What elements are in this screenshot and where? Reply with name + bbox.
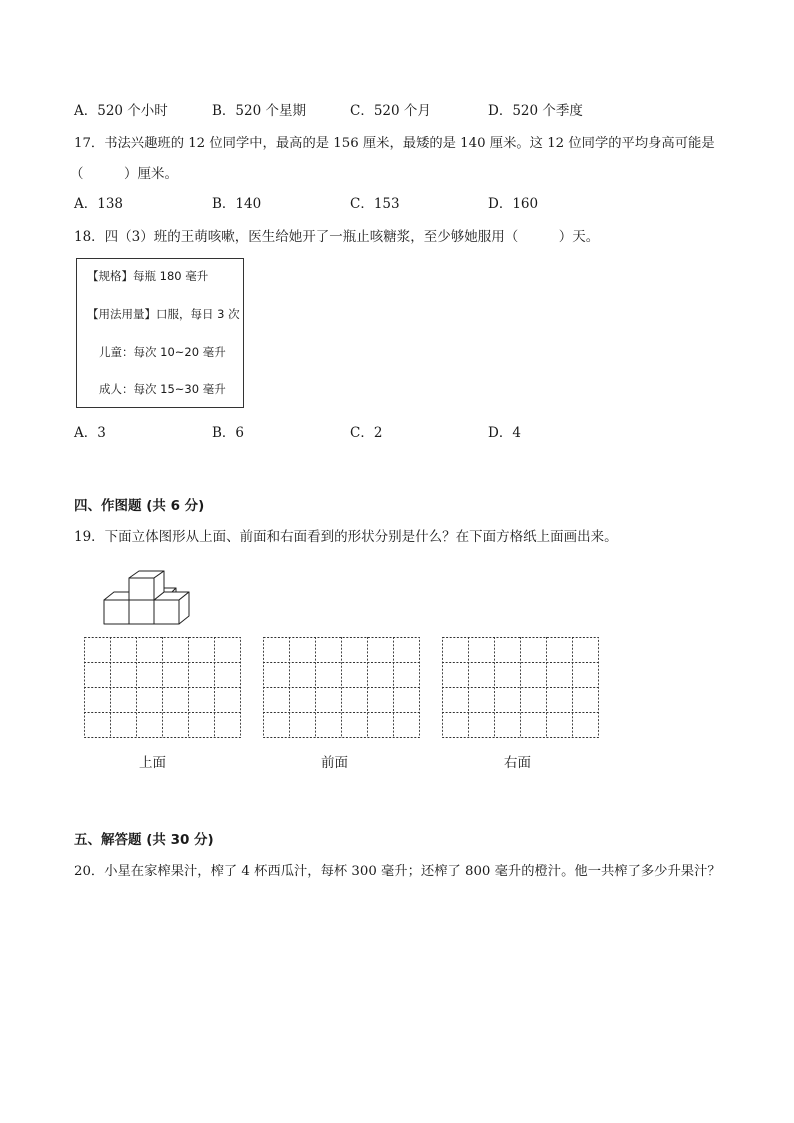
medicine-label-box [76, 258, 244, 408]
q17-stem-line2: （ ）厘米。 [70, 166, 178, 182]
grid-right-view[interactable] [442, 637, 599, 738]
q18-option-a: A．3 [74, 425, 106, 441]
grid-top-view[interactable] [84, 637, 241, 738]
q19-stem: 19．下面立体图形从上面、前面和右面看到的形状分别是什么？在下面方格纸上面画出来。 [74, 529, 618, 545]
caption-front-view: 前面 [321, 755, 348, 771]
label-child: 儿童：每次 10~20 毫升 [99, 345, 226, 359]
q17-option-c: C．153 [350, 196, 400, 212]
q18-option-b: B．6 [212, 425, 245, 441]
q17-option-d: D．160 [488, 196, 539, 212]
q18-stem: 18．四（3）班的王萌咳嗽，医生给她开了一瓶止咳糖浆，至少够她服用（ ）天。 [74, 229, 600, 245]
q17-option-b: B．140 [212, 196, 262, 212]
cube-stack-figure [100, 570, 195, 628]
q18-option-c: C．2 [350, 425, 383, 441]
label-spec: 【规格】每瓶 180 毫升 [87, 269, 209, 283]
q16-option-a: A．520 个小时 [74, 103, 168, 119]
q20-stem: 20．小星在家榨果汁，榨了 4 杯西瓜汁，每杯 300 毫升；还榨了 800 毫升的橙汁。他一共榨了多少升果汁？ [74, 864, 721, 879]
section-4-title: 四、作图题 (共 6 分) [74, 498, 205, 514]
caption-top-view: 上面 [139, 755, 166, 771]
q16-option-d: D．520 个季度 [488, 103, 583, 119]
q17-option-a: A．138 [74, 196, 124, 212]
q16-option-c: C．520 个月 [350, 103, 431, 119]
caption-right-view: 右面 [504, 755, 531, 771]
label-usage: 【用法用量】口服，每日 3 次 [87, 307, 240, 321]
section-5-title: 五、解答题 (共 30 分) [74, 832, 214, 848]
grid-front-view[interactable] [263, 637, 420, 738]
label-adult: 成人：每次 15~30 毫升 [99, 382, 226, 396]
q17-stem-line1: 17．书法兴趣班的 12 位同学中，最高的是 156 厘米，最矮的是 140 厘米。这 12 位同学的平均身高可能是 [74, 136, 715, 151]
q16-option-b: B．520 个星期 [212, 103, 306, 119]
q18-option-d: D．4 [488, 425, 521, 441]
